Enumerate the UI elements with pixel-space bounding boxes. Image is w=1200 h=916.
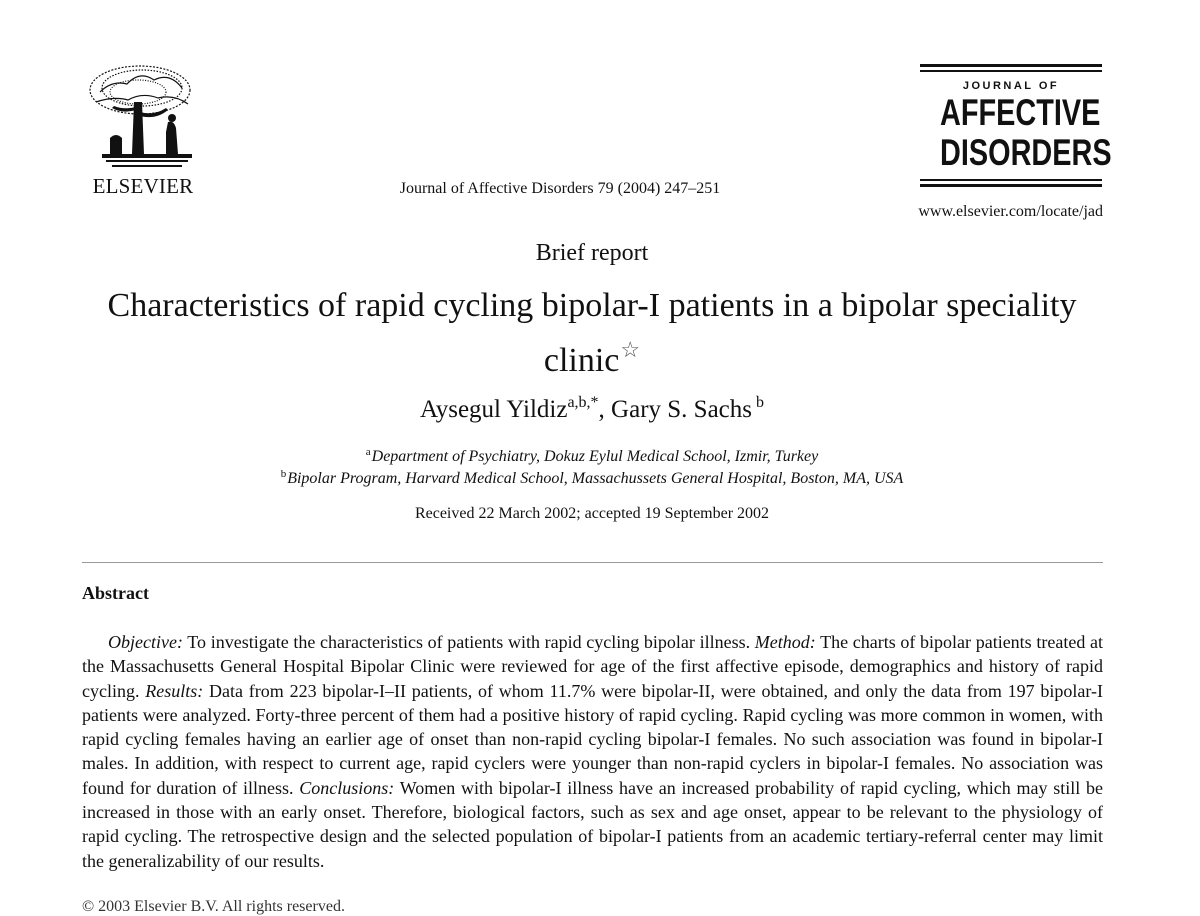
publisher-name: ELSEVIER — [92, 174, 194, 198]
author-affiliation-marks[interactable]: b — [756, 394, 765, 411]
elsevier-tree-logo — [82, 62, 202, 172]
masthead-rule-bottom — [920, 184, 1102, 187]
affiliation-text: Bipolar Program, Harvard Medical School, Massachussets General Hospital, Boston, MA, USA — [287, 470, 904, 487]
affiliation-a — [0, 446, 1184, 466]
abstract-text-objective: To investigate the characteristics of patients with rapid cycling bipolar illness. — [182, 632, 755, 652]
abstract-text-results: Data from 223 bipolar-I–II patients, of whom 11.7% were bipolar-II, were obtained, and only the data from 197 bipolar-I patients were analyzed. Forty-three percent of them had a positive history of rapid cycling. Rapid cycling was more common in women, with rapid cycling females having an earlier age of onset than non-rapid cycling bipolar-I females. No such association was found in bipolar-I males. In addition, with respect to current age, rapid cyclers were younger than non-rapid cyclers in bipolar-I females. No association was found for duration of illness. — [82, 680, 1103, 798]
article-title-text: Characteristics of rapid cycling bipolar-I patients in a bipolar speciality clinic — [107, 287, 1077, 379]
author-affiliation-marks[interactable]: a,b,* — [567, 394, 599, 411]
affiliation-b — [0, 468, 1184, 488]
abstract-label-objective: Objective: — [108, 632, 183, 652]
masthead-rule-top-thin — [920, 70, 1102, 72]
section-divider — [82, 562, 1103, 563]
title-footnote-star-icon[interactable]: ☆ — [620, 337, 641, 362]
masthead-rule-bottom-thin — [920, 179, 1102, 181]
masthead-disorders: DISORDERS — [940, 132, 1112, 173]
copyright-notice: © 2003 Elsevier B.V. All rights reserved. — [82, 898, 345, 915]
affiliation-mark: a — [365, 446, 371, 458]
masthead-affective: AFFECTIVE — [940, 92, 1101, 133]
abstract-body — [82, 630, 1103, 873]
author-name[interactable]: Aysegul Yildiz — [419, 396, 568, 423]
author-separator: , — [598, 396, 612, 423]
abstract-text-method: The charts of bipolar patients treated at the Massachusetts General Hospital Bipolar Clinic were reviewed for age of the first affective episode, demographics and history of rapid cycling. — [82, 632, 1103, 701]
affiliation-mark: b — [280, 468, 287, 480]
journal-url-link[interactable]: www.elsevier.com/locate/jad — [918, 203, 1103, 220]
masthead-rule-top — [920, 64, 1102, 67]
article-type: Brief report — [535, 240, 649, 266]
received-dates: Received 22 March 2002; accepted 19 September 2002 — [414, 505, 770, 522]
author-name[interactable]: Gary S. Sachs — [611, 396, 753, 423]
affiliation-text: Department of Psychiatry, Dokuz Eylul Medical School, Izmir, Turkey — [371, 448, 819, 465]
masthead-journal-of: JOURNAL OF — [962, 80, 1060, 92]
abstract-text-conclusions: Women with bipolar-I illness have an increased probability of rapid cycling, which may still be increased in those with an early onset. Therefore, biological factors, such as sex and age onset, appear to be relevant to the physiology of rapid cycling. The retrospective design and the selected population of bipolar-I patients from an academic tertiary-referral center may limit the generalizability of our results. — [82, 777, 1103, 871]
abstract-label-conclusions: Conclusions: — [299, 777, 395, 798]
journal-citation: Journal of Affective Disorders 79 (2004) 247–251 — [399, 180, 721, 197]
abstract-heading: Abstract — [82, 583, 149, 603]
abstract-label-results: Results: — [145, 680, 204, 701]
journal-masthead-logo — [920, 64, 1112, 194]
article-title — [100, 284, 1084, 383]
author-list — [0, 394, 1184, 424]
abstract-label-method: Method: — [754, 632, 816, 652]
